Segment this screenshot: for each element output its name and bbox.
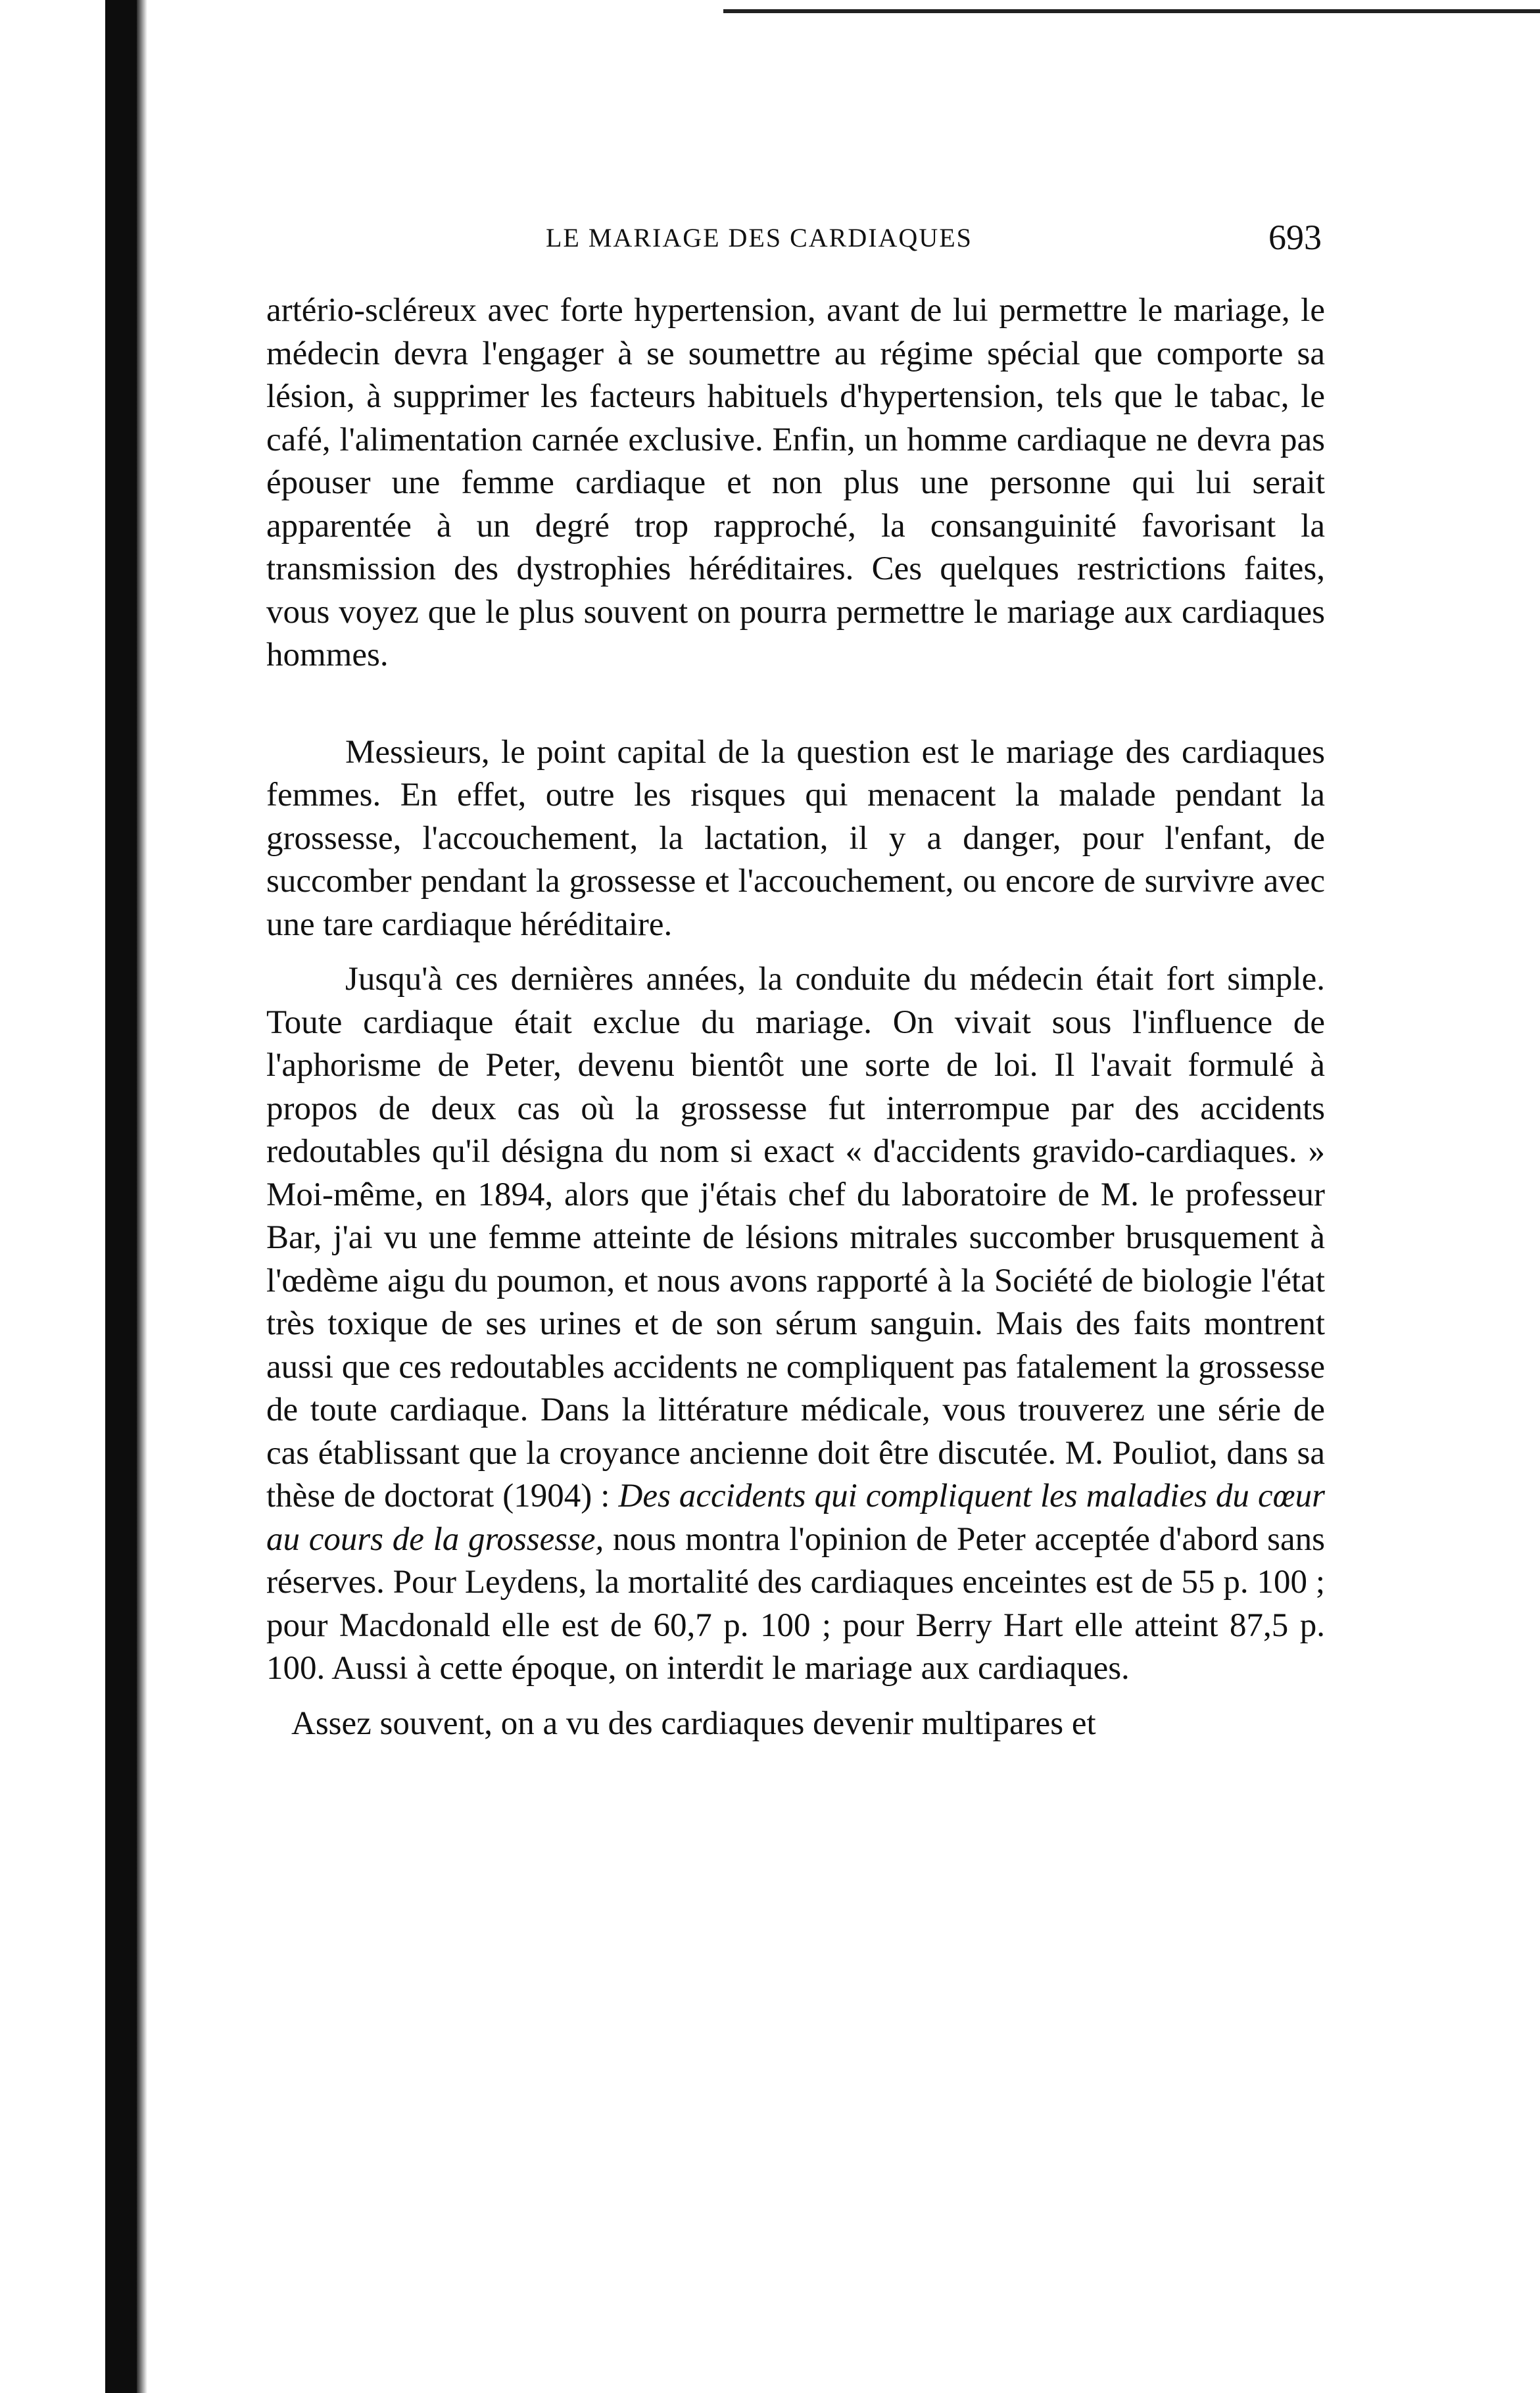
scan-left-margin bbox=[0, 0, 105, 2393]
thesis-title: Des accidents qui compliquent les maladies du cœur au cours de la grossesse, bbox=[266, 1478, 1326, 1558]
paragraph-historique bbox=[266, 958, 1325, 1691]
scan-binding-edge bbox=[137, 0, 147, 2393]
paragraph-historique-text-1: Jusqu'à ces dernières années, la conduite du médecin était fort simple. Toute cardiaque était exclue du mariage. On vivait sous l'influence de l'aphorisme de Peter, devenu bientôt une sorte de loi. Il l'avait formulé à propos de deux cas où la grossesse fut interrompue par des accidents redoutables qu'il désigna du nom si exact « d'accidents gravido-cardiaques. » Moi-même, en 1894, alors que j'étais chef du laboratoire de M. le professeur Bar, j'ai vu une femme atteinte de lésions mitrales succomber brusquement à l'œdème aigu du poumon, et nous avons rapporté à la Société de biologie l'état très toxique de ses urines et de son sérum sanguin. Mais des faits montrent aussi que ces redoutables accidents ne compliquent pas fatalement la grossesse de toute cardiaque. Dans la littérature médicale, vous trouverez une série de cas établissant que la croyance ancienne doit être discutée. M. Pouliot, dans sa thèse de doctorat (1904) : bbox=[266, 961, 1325, 1514]
page-number: 693 bbox=[1268, 218, 1322, 257]
scan-top-edge bbox=[723, 9, 1540, 13]
scan-binding-shadow bbox=[105, 0, 141, 2393]
running-head-title: LE MARIAGE DES CARDIAQUES bbox=[546, 223, 973, 253]
paragraph-historique-text-2: nous montra l'opinion de Peter acceptée d'abord sans réserves. Pour Leydens, la mortalité des cardiaques enceintes est de 55 p. 100 ; pour Macdonald elle est de 60,7 p. 100 ; pour Berry Hart elle atteint 87,5 p. 100. Aussi à cette époque, on interdit le mariage aux cardiaques. bbox=[266, 1520, 1325, 1687]
paragraph-multipares: Assez souvent, on a vu des cardiaques devenir multipares et bbox=[291, 1704, 1096, 1742]
paragraph-continued: artério-scléreux avec forte hypertension, avant de lui permettre le mariage, le médecin devra l'engager à se soumettre au régime spécial que comporte sa lésion, à supprimer les facteurs habituels d'hypertension, tels que le tabac, le café, l'alimentation carnée exclusive. Enfin, un homme cardiaque ne devra pas épouser une femme cardiaque et non plus une personne qui lui serait apparentée à un degré trop rapproché, la consanguinité favorisant la transmission des dystrophies héréditaires. Ces quelques restrictions faites, vous voyez que le plus souvent on pourra permettre le mariage aux cardiaques hommes. bbox=[266, 292, 1325, 673]
running-head bbox=[283, 218, 1322, 268]
body-text bbox=[266, 289, 1325, 1745]
paragraph-cardiaques-femmes: Messieurs, le point capital de la question est le mariage des cardiaques femmes. En effet, outre les risques qui menacent la malade pendant la grossesse, l'accouchement, la lactation, il y a danger, pour l'enfant, de succomber pendant la grossesse et l'accouchement, ou encore de survivre avec une tare cardiaque héréditaire. bbox=[266, 733, 1325, 943]
